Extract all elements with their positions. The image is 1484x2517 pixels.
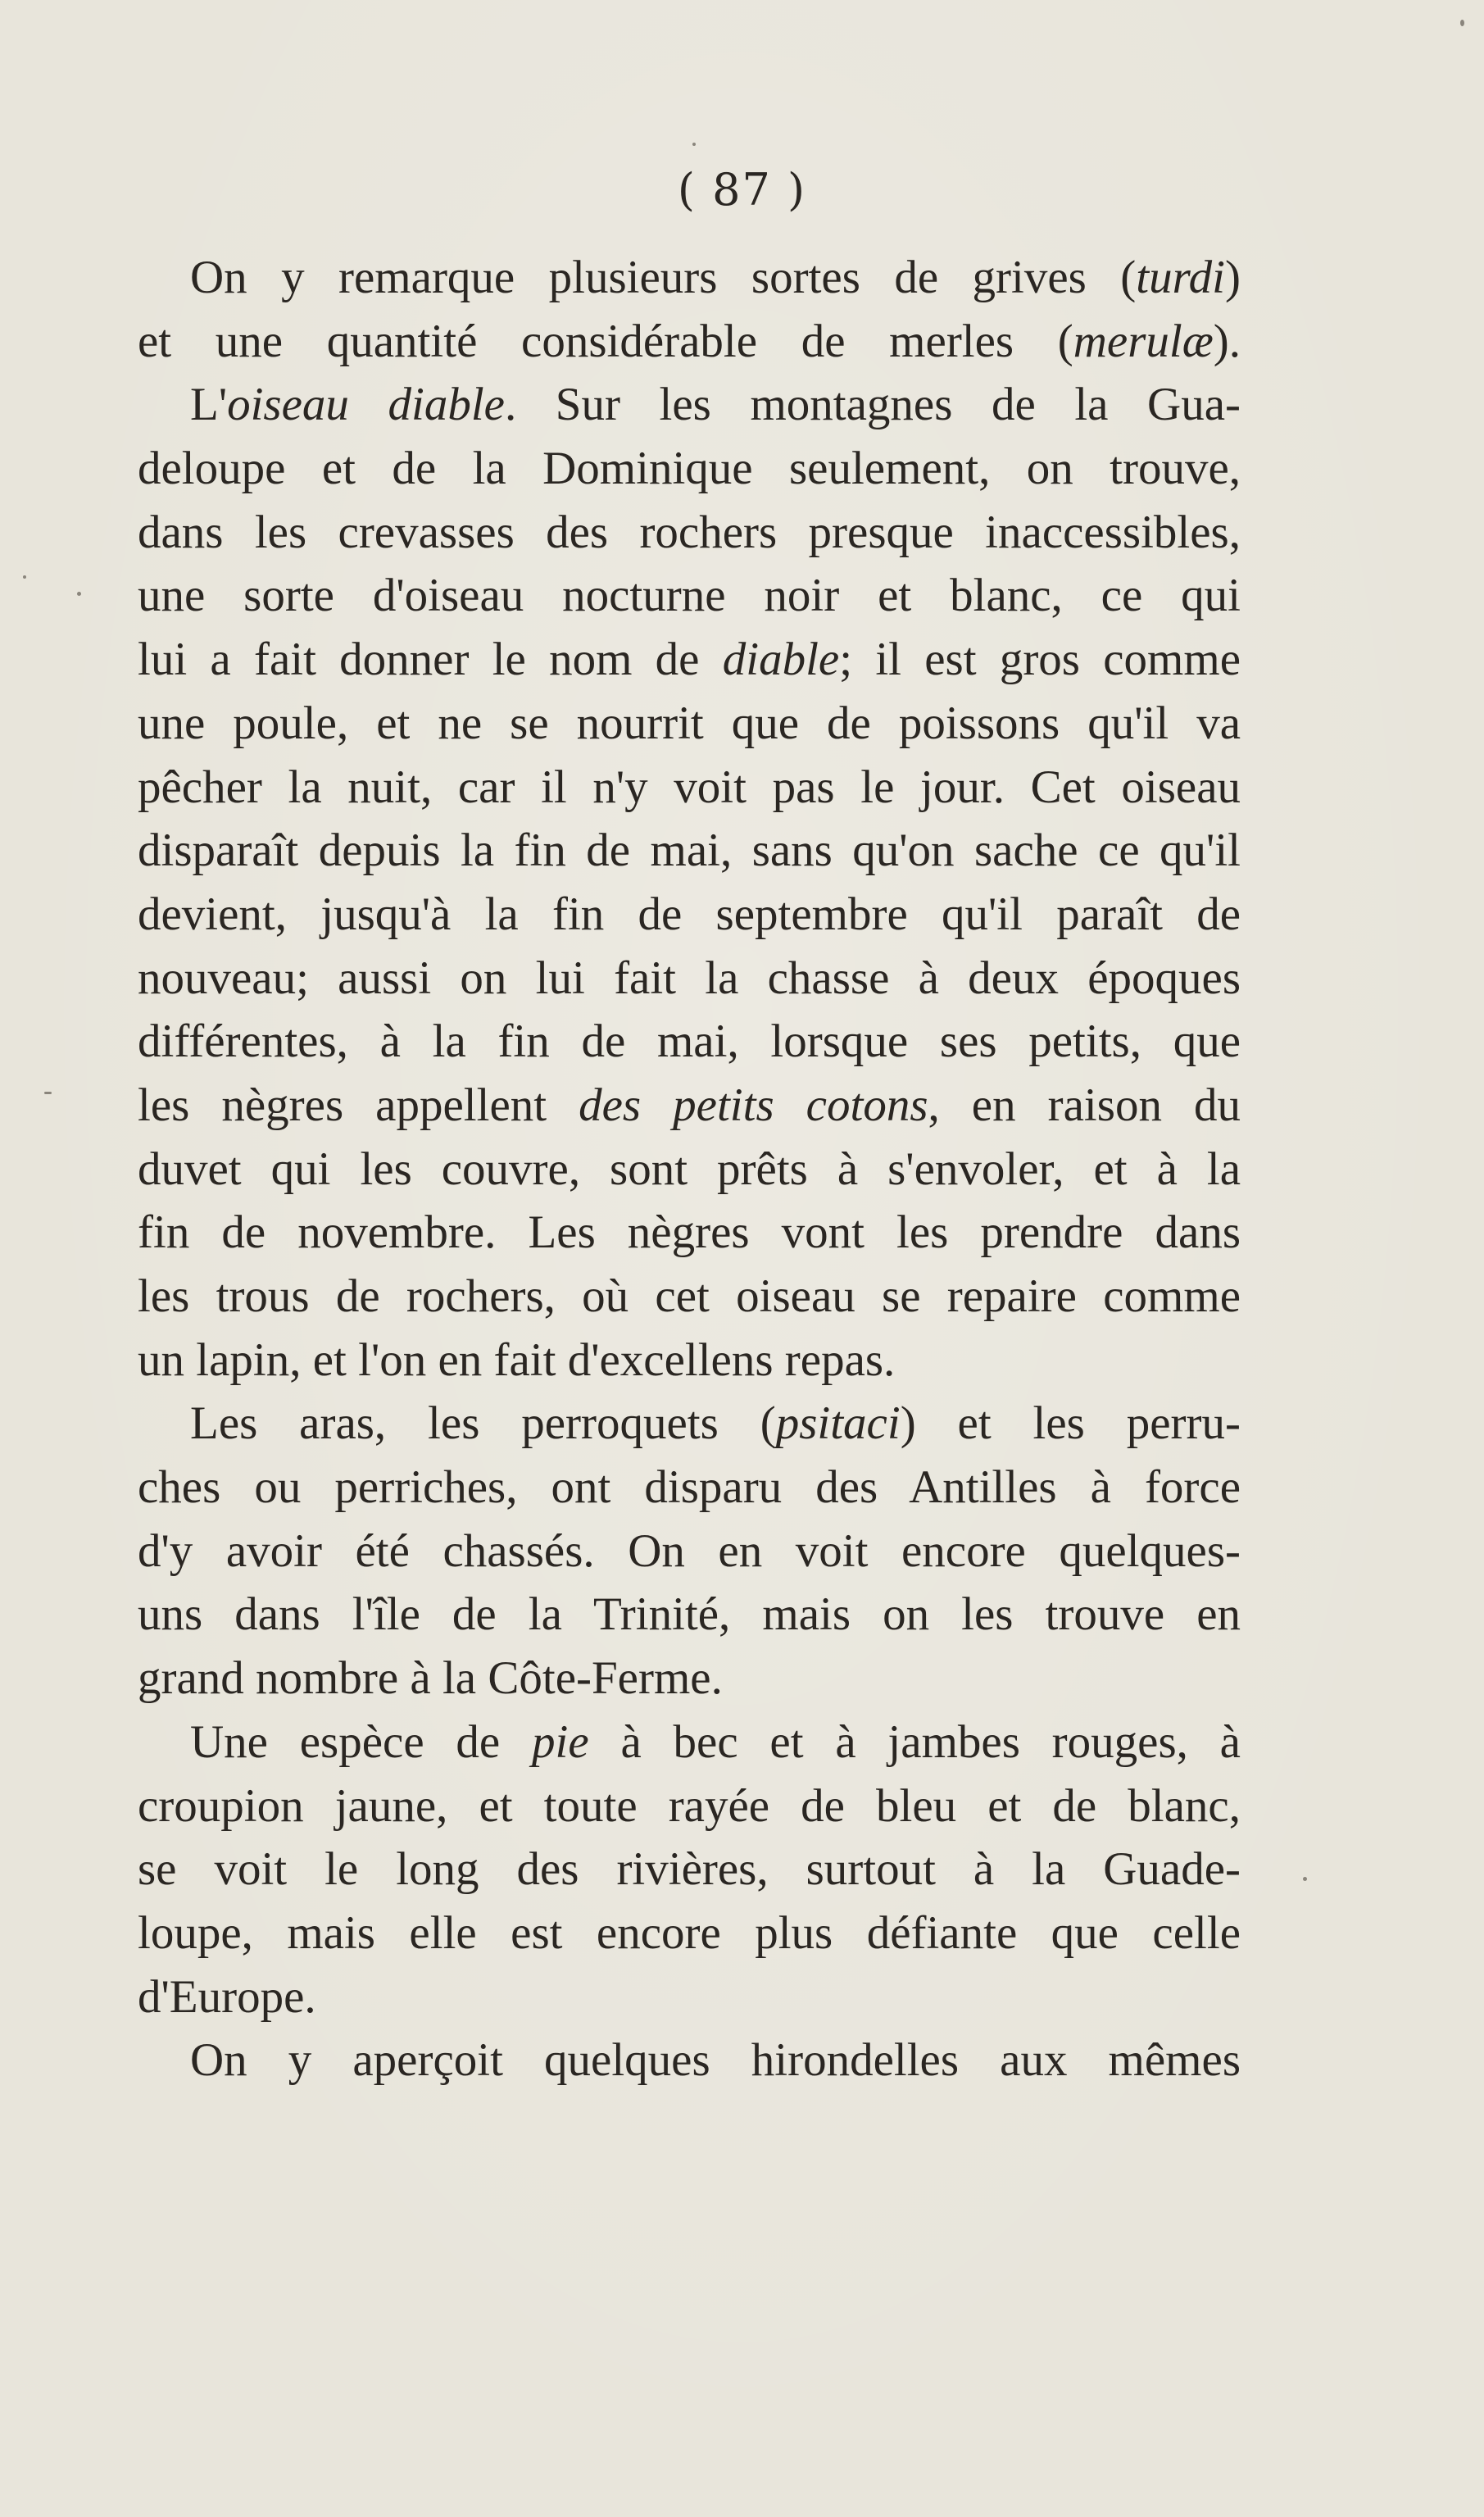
text-segment: . Sur les montagnes de la Gua- [504, 379, 1241, 431]
text-line [138, 947, 1241, 1011]
text-segment: disparaît depuis la fin de mai, sans qu'on sache ce qu'il [138, 825, 1241, 877]
text-segment: une poule, et ne se nourrit que de poissons qu'il va [138, 697, 1241, 749]
italic-text: diable [722, 634, 840, 686]
text-segment: duvet qui les couvre, sont prêts à s'envoler, et à la [138, 1143, 1241, 1195]
text-line [138, 1074, 1241, 1138]
text-segment: les nègres appellent [138, 1079, 579, 1131]
paper-speck [692, 143, 696, 146]
text-line [138, 1774, 1241, 1838]
text-line [138, 1265, 1241, 1329]
text-segment: uns dans l'île de la Trinité, mais on les trouve en [138, 1588, 1241, 1641]
text-segment: loupe, mais elle est encore plus défiante que celle [138, 1906, 1241, 1959]
italic-text: merulæ [1073, 315, 1214, 367]
text-line [138, 1647, 1241, 1711]
italic-text: pie [532, 1715, 589, 1768]
text-line [138, 1901, 1241, 1965]
text-segment: grand nombre à la Côte-Ferme. [138, 1652, 723, 1705]
text-segment: L' [190, 379, 228, 431]
text-segment: se voit le long des rivières, surtout à la Guade- [138, 1843, 1241, 1896]
italic-text: psitaci [775, 1397, 901, 1450]
text-segment: ches ou perriches, ont disparu des Antilles à force [138, 1461, 1241, 1514]
text-segment: lui a fait donner le nom de [138, 634, 723, 686]
text-line [138, 2029, 1241, 2092]
paper-speck [44, 1092, 52, 1094]
text-segment: un lapin, et l'on en fait d'excellens repas. [138, 1333, 896, 1386]
italic-text: des petits cotons [579, 1079, 928, 1131]
text-line [138, 1392, 1241, 1456]
text-line [138, 1201, 1241, 1265]
text-line [138, 1711, 1241, 1774]
text-line [138, 501, 1241, 565]
text-segment: dans les crevasses des rochers presque inaccessibles, [138, 506, 1241, 558]
text-line [138, 1838, 1241, 1901]
text-line [138, 1583, 1241, 1647]
paper-speck [77, 592, 81, 596]
text-line [138, 437, 1241, 501]
text-segment: une sorte d'oiseau nocturne noir et blanc, ce qui [138, 570, 1241, 622]
text-line [138, 1329, 1241, 1393]
text-segment: ) et les perru- [900, 1397, 1241, 1450]
paper-speck [23, 575, 26, 579]
text-segment: pêcher la nuit, car il n'y voit pas le jour. Cet oiseau [138, 761, 1241, 813]
text-segment: Les aras, les perroquets ( [190, 1397, 776, 1450]
text-segment: d'y avoir été chassés. On en voit encore quelques- [138, 1524, 1241, 1577]
text-line [138, 628, 1241, 692]
text-line [138, 1010, 1241, 1074]
text-line [138, 819, 1241, 883]
text-segment: différentes, à la fin de mai, lorsque ses petits, que [138, 1015, 1241, 1068]
text-segment: On y remarque plusieurs sortes de grives ( [190, 252, 1137, 303]
italic-text: oiseau diable [227, 379, 505, 431]
text-segment: nouveau; aussi on lui fait la chasse à deux époques [138, 952, 1241, 1004]
text-line [138, 1965, 1241, 2029]
text-segment: croupion jaune, et toute rayée de bleu et de blanc, [138, 1779, 1241, 1832]
text-line [138, 1138, 1241, 1202]
text-segment: ). [1213, 315, 1241, 367]
text-line [138, 692, 1241, 756]
text-line [138, 883, 1241, 947]
text-line [138, 1456, 1241, 1520]
text-segment: deloupe et de la Dominique seulement, on trouve, [138, 443, 1241, 495]
text-segment: , en raison du [928, 1079, 1241, 1131]
text-segment: ; il est gros comme [839, 634, 1241, 686]
text-segment: On y aperçoit quelques hirondelles aux mêmes [190, 2034, 1241, 2087]
text-segment: les trous de rochers, où cet oiseau se repaire comme [138, 1270, 1241, 1322]
text-segment: à bec et à jambes rouges, à [588, 1715, 1241, 1768]
text-segment: fin de novembre. Les nègres vont les prendre dans [138, 1206, 1241, 1259]
body-text [138, 246, 1241, 2092]
text-line [138, 756, 1241, 820]
text-segment: d'Europe. [138, 1970, 316, 2023]
text-segment: devient, jusqu'à la fin de septembre qu'il paraît de [138, 888, 1241, 940]
text-segment: Une espèce de [190, 1715, 533, 1768]
text-line [138, 373, 1241, 437]
text-line [138, 1520, 1241, 1583]
text-line [138, 564, 1241, 628]
text-line [138, 310, 1241, 374]
italic-text: turdi [1136, 252, 1226, 303]
paper-speck [1303, 1877, 1307, 1881]
text-segment: ) [1225, 252, 1241, 303]
text-segment: et une quantité considérable de merles ( [138, 315, 1073, 367]
text-line [138, 246, 1241, 310]
page-number: ( 87 ) [677, 164, 807, 216]
paper-speck [1460, 20, 1464, 26]
